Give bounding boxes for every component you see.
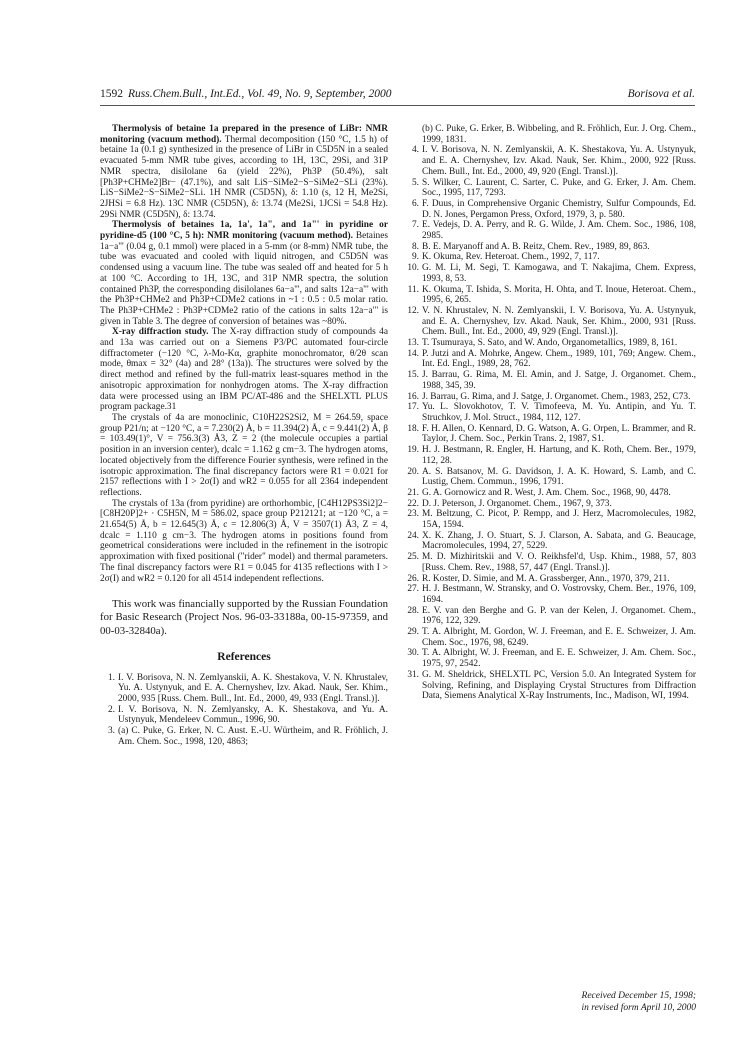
reference-text: P. Jutzi and A. Mohrke, Angew. Chem., 1989, 101, 769; Angew. Chem., Int. Ed. Engl., 1989, 28, 762. xyxy=(422,348,696,370)
journal-citation: Russ.Chem.Bull., Int.Ed., Vol. 49, No. 9, September, 2000 xyxy=(128,88,392,100)
reference-number: 19. xyxy=(407,445,419,456)
paragraph-crystal-13a: The crystals of 13a (from pyridine) are orthorhombic, [C4H12PS3Si2]2−[C8H20P]2+ · C5H5N, M = 586.02, space group P212121; at −120 °C, a = 21.654(5) Å, b = 12.645(3) Å, c = 12.806(3) Å, V = 3507(1) Å3, Z = 4, dcalc = 1.110 g cm−3. The hydrogen atoms in positions found from geometrical considerations were included in the refinement in the isotropic approximation with fixed positional ("rider" model) and thermal parameters. The final discrepancy factors were R1 = 0.045 for 4135 reflections with I > 2σ(I) and wR2 = 0.120 for all 4514 independent reflections. xyxy=(100,498,388,584)
reference-item xyxy=(404,145,696,177)
received-dates xyxy=(404,990,696,1014)
reference-number: 27. xyxy=(407,584,419,595)
reference-item xyxy=(404,124,696,145)
reference-number: 6. xyxy=(411,198,419,209)
reference-item xyxy=(404,648,696,669)
reference-item xyxy=(404,552,696,573)
reference-item xyxy=(404,509,696,530)
reference-text: K. Okuma, Rev. Heteroat. Chem., 1992, 7, 117. xyxy=(422,252,600,263)
reference-item xyxy=(404,263,696,284)
reference-item xyxy=(404,424,696,445)
reference-number: 5. xyxy=(411,177,419,188)
reference-item xyxy=(404,349,696,370)
reference-text: K. Okuma, T. Ishida, S. Morita, H. Ohta, and T. Inoue, Heteroat. Chem., 1995, 6, 265. xyxy=(422,284,696,306)
reference-text: V. N. Khrustalev, N. N. Zemlyanskii, I. V. Borisova, Yu. A. Ustynyuk, and E. A. Chernyshev, Izv. Akad. Nauk, Ser. Khim., 2000, 931 [Russ. Chem. Bull., Int. Ed., 2000, 49, 929 (Engl. Transl.)]. xyxy=(422,305,696,338)
reference-item xyxy=(404,488,696,499)
reference-item xyxy=(404,627,696,648)
paragraph-body: Thermal decomposition (150 °C, 1.5 h) of betaine 1a (0.1 g) synthesized in the presence of LiBr in C5D5N in a sealed evacuated 5-mm NMR tube gives, according to 1H, 13C, 29Si, and 31P NMR spectra, disilolane 6a (yield 22%), Ph3P (50.4%), salt [Ph3P+CHMe2]Br− (47.1%), and salt LiS−SiMe2−S−SiMe2−SLi (23%). LiS−SiMe2−S−SiMe2−SLi. 1H NMR (C5D5N), δ: 1.10 (s, 12 H, Me2Si, 2JHSi = 6.8 Hz). 13C NMR (C5D5N), δ: 13.74 (Me2Si, 1JCSi = 54.8 Hz). 29Si NMR (C5D5N), δ: 13.74. xyxy=(100,134,388,220)
reference-number: 21. xyxy=(407,487,419,498)
reference-text: H. J. Bestmann, W. Stransky, and O. Vostrovsky, Chem. Ber., 1976, 109, 1694. xyxy=(422,584,696,605)
reference-text: T. A. Albright, M. Gordon, W. J. Freeman, and E. E. Schweizer, J. Am. Chem. Soc., 1976, 98, 6249. xyxy=(422,627,696,648)
reference-number: 12. xyxy=(407,305,419,316)
paragraph-xray xyxy=(100,327,388,413)
reference-number: 17. xyxy=(407,402,419,413)
reference-number: 22. xyxy=(407,498,419,509)
reference-item xyxy=(100,705,388,726)
reference-text: A. S. Batsanov, M. G. Davidson, J. A. K. Howard, S. Lamb, and C. Lustig, Chem. Commun., 1996, 1791. xyxy=(422,466,696,488)
reference-number: 24. xyxy=(407,530,419,541)
reference-number: 29. xyxy=(407,627,419,638)
reference-item xyxy=(100,726,388,747)
reference-text: D. J. Peterson, J. Organomet. Chem., 1967, 9, 373. xyxy=(422,498,612,509)
references-list-left xyxy=(100,673,388,748)
reference-number: 20. xyxy=(407,466,419,477)
reference-item xyxy=(404,306,696,338)
reference-item xyxy=(404,499,696,510)
reference-item xyxy=(404,670,696,702)
reference-text: F. H. Allen, O. Kennard, D. G. Watson, A. G. Orpen, L. Brammer, and R. Taylor, J. Chem. Soc., Perkin Trans. 2, 1987, S1. xyxy=(422,423,696,445)
reference-number: 14. xyxy=(407,348,419,359)
reference-text: G. A. Gornowicz and R. West, J. Am. Chem. Soc., 1968, 90, 4478. xyxy=(422,487,671,498)
reference-number: 8. xyxy=(411,241,419,252)
reference-text: S. Wilker, C. Laurent, C. Sarter, C. Puke, and G. Erker, J. Am. Chem. Soc., 1995, 117, 7293. xyxy=(422,177,696,199)
reference-number: 3. xyxy=(107,726,115,737)
reference-text: I. V. Borisova, N. N. Zemlyanskii, A. K. Shestakova, Yu. A. Ustynyuk, and E. A. Chernyshev, Izv. Akad. Nauk, Ser. Khim., 2000, 922 [Russ. Chem. Bull., Int. Ed., 2000, 49, 920 (Engl. Transl.)]. xyxy=(422,145,696,177)
references-list-right xyxy=(404,124,696,702)
reference-number: 4. xyxy=(411,145,419,156)
reference-text: J. Barrau, G. Rima, M. El. Amin, and J. Satge, J. Organomet. Chem., 1988, 345, 39. xyxy=(422,370,696,391)
reference-number: 18. xyxy=(407,423,419,434)
reference-text: T. Tsumuraya, S. Sato, and W. Ando, Organometallics, 1989, 8, 161. xyxy=(422,338,678,349)
reference-item xyxy=(404,242,696,253)
reference-item xyxy=(100,673,388,705)
paragraph-body: The X-ray diffraction study of compounds 4a and 13a was carried out on a Siemens P3/PC automated four-circle diffractometer (−120 °C, λ-Mo-Kα, graphite monochromator, θ/2θ scan mode, θmax = 32° (4a) and 28° (13a)). The structures were solved by the direct method and refined by the full-matrix least-squares method in the anisotropic approximation for nonhydrogen atoms. The X-ray diffraction data were processed using an IBM PC/AT-486 and the SHELXTL PLUS program package.31 xyxy=(100,327,388,413)
reference-number: 9. xyxy=(411,252,419,263)
reference-number: 15. xyxy=(407,370,419,381)
reference-item xyxy=(404,285,696,306)
revised-date: in revised form April 10, 2000 xyxy=(581,1003,696,1013)
reference-item xyxy=(404,531,696,552)
reference-text: G. M. Sheldrick, SHELXTL PC, Version 5.0. An Integrated System for Solving, Refining, and Displaying Crystal Structures from Diffraction Data, Siemens Analytical X-Ray Instruments, Inc., Madison, WI, 1994. xyxy=(422,669,696,702)
page-number: 1592 xyxy=(100,88,123,100)
running-header xyxy=(100,88,695,106)
received-date: Received December 15, 1998; xyxy=(581,991,696,1001)
paragraph-thermolysis-pyridine xyxy=(100,220,388,327)
running-authors: Borisova et al. xyxy=(627,88,695,100)
reference-text: E. V. van den Berghe and G. P. van der Kelen, J. Organomet. Chem., 1976, 122, 329. xyxy=(422,605,696,627)
reference-number: 25. xyxy=(407,552,419,563)
reference-number: 11. xyxy=(407,284,419,295)
reference-item xyxy=(404,338,696,349)
reference-number: 2. xyxy=(107,704,115,715)
paragraph-crystal-4a: The crystals of 4a are monoclinic, C10H22S2Si2, M = 264.59, space group P21/n; at −120 °C, a = 7.230(2) Å, b = 11.394(2) Å, c = 9.441(2) Å, β = 103.49(1)°, V = 756.3(3) Å3, Z = 2 (the molecule occupies a partial position in an inversion center), dcalc = 1.162 g cm−3. The hydrogen atoms, located objectively from the difference Fourier synthesis, were refined in the isotropic approximation. The final discrepancy factors were R1 = 0.021 for 2157 reflections with I > 2σ(I) and wR2 = 0.055 for all 2364 independent reflections. xyxy=(100,412,388,498)
acknowledgement: This work was financially supported by the Russian Foundation for Basic Research (Project Nos. 96-03-33188a, 00-15-97359, and 00-03-32840a). xyxy=(100,598,388,637)
reference-text: E. Vedejs, D. A. Perry, and R. G. Wilde, J. Am. Chem. Soc., 1986, 108, 2985. xyxy=(422,220,696,242)
reference-text: T. A. Albright, W. J. Freeman, and E. E. Schweizer, J. Am. Chem. Soc., 1975, 97, 2542. xyxy=(422,648,696,670)
reference-item xyxy=(404,402,696,423)
reference-text: F. Duus, in Comprehensive Organic Chemistry, Sulfur Compounds, Ed. D. N. Jones, Pergamon Press, Oxford, 1979, 3, p. 580. xyxy=(422,198,696,220)
reference-text: X. K. Zhang, J. O. Stuart, S. J. Clarson, A. Sabata, and G. Beaucage, Macromolecules, 1994, 27, 5229. xyxy=(422,530,696,552)
reference-number: 28. xyxy=(407,605,419,616)
reference-item xyxy=(404,220,696,241)
reference-number: 1. xyxy=(107,672,115,683)
reference-text: (b) C. Puke, G. Erker, B. Wibbeling, and R. Fröhlich, Eur. J. Org. Chem., 1999, 1831. xyxy=(422,124,696,145)
reference-item xyxy=(404,584,696,605)
reference-item xyxy=(404,370,696,391)
reference-number: 16. xyxy=(407,391,419,402)
references-heading: References xyxy=(217,650,271,663)
reference-number: 31. xyxy=(407,669,419,680)
reference-item xyxy=(404,392,696,403)
reference-item xyxy=(404,574,696,585)
reference-item xyxy=(404,199,696,220)
reference-text: H. J. Bestmann, R. Engler, H. Hartung, and K. Roth, Chem. Ber., 1979, 112, 28. xyxy=(422,445,696,466)
right-column xyxy=(404,124,696,702)
reference-text: M. Beltzung, C. Picot, P. Rempp, and J. Herz, Macromolecules, 1982, 15A, 1594. xyxy=(422,509,696,531)
reference-text: J. Barrau, G. Rima, and J. Satge, J. Organomet. Chem., 1983, 252, C73. xyxy=(422,391,691,402)
reference-text: I. V. Borisova, N. N. Zemlyansky, A. K. Shestakova, and Yu. A. Ustynyuk, Mendeleev Commun., 1996, 90. xyxy=(118,704,388,726)
reference-text: (a) C. Puke, G. Erker, N. C. Aust. E.-U. Würtheim, and R. Fröhlich, J. Am. Chem. Soc., 1998, 120, 4863; xyxy=(118,726,388,747)
reference-text: R. Koster, D. Simie, and M. A. Grassberger, Ann., 1970, 379, 211. xyxy=(422,573,670,584)
paragraph-heading: X-ray diffraction study. xyxy=(112,327,209,338)
reference-number: 10. xyxy=(407,263,419,274)
reference-number: 23. xyxy=(407,509,419,520)
reference-number: 30. xyxy=(407,648,419,659)
paragraph-heading: Thermolysis of betaines 1a, 1a', 1a", and 1a"' in pyridine or pyridine-d5 (100 °C, 5 h): NMR monitoring (vacuum method). xyxy=(100,220,388,242)
reference-number: 13. xyxy=(407,338,419,349)
reference-text: B. E. Maryanoff and A. B. Reitz, Chem. Rev., 1989, 89, 863. xyxy=(422,241,650,252)
reference-item xyxy=(404,252,696,263)
left-column xyxy=(100,124,388,747)
paragraph-heading: Thermolysis of betaine 1a prepared in the presence of LiBr: NMR monitoring (vacuum method). xyxy=(100,124,388,145)
reference-item xyxy=(404,467,696,488)
paragraph-body: Betaines 1a−a"' (0.04 g, 0.1 mmol) were placed in a 5-mm (or 8-mm) NMR tube, the tube was evacuated and cooled with liquid nitrogen, and C5D5N was condensed using a vacuum line. The tube was sealed off and heated for 5 h at 100 °C. According to 1H, 13C, and 31P NMR spectra, the solution contained Ph3P, the corresponding disilolanes 6a−a"', and salts 12a−a"' with the Ph3P+CHMe2 and Ph3P+CDMe2 cations in ~1 : 0.5 : 0.5 molar ratio. The Ph3P+CHMe2 : Ph3P+CDMe2 ratio of the cations in salts 12a−a"' is given in Table 3. The degree of conversion of betaines was ~80%. xyxy=(100,231,389,327)
reference-text: Yu. L. Slovokhotov, T. V. Timofeeva, M. Yu. Antipin, and Yu. T. Struchkov, J. Mol. Struct., 1984, 112, 127. xyxy=(422,402,696,423)
reference-item xyxy=(404,445,696,466)
reference-text: I. V. Borisova, N. N. Zemlyanskii, A. K. Shestakova, V. N. Khrustalev, Yu. A. Ustynyuk, and E. A. Chernyshev, Izv. Akad. Nauk, Ser. Khim., 2000, 935 [Russ. Chem. Bull., Int. Ed., 2000, 49, 933 (Engl. Transl.)]. xyxy=(118,672,388,704)
reference-text: M. D. Mizhiritskii and V. O. Reikhsfel'd, Usp. Khim., 1988, 57, 803 [Russ. Chem. Rev., 1988, 57, 447 (Engl. Transl.)]. xyxy=(422,552,696,573)
reference-number: 7. xyxy=(411,220,419,231)
reference-text: G. M. Li, M. Segi, T. Kamogawa, and T. Nakajima, Chem. Express, 1993, 8, 53. xyxy=(422,263,696,284)
paragraph-thermolysis-libr xyxy=(100,124,388,220)
reference-item xyxy=(404,606,696,627)
reference-item xyxy=(404,178,696,199)
reference-number: 26. xyxy=(407,573,419,584)
